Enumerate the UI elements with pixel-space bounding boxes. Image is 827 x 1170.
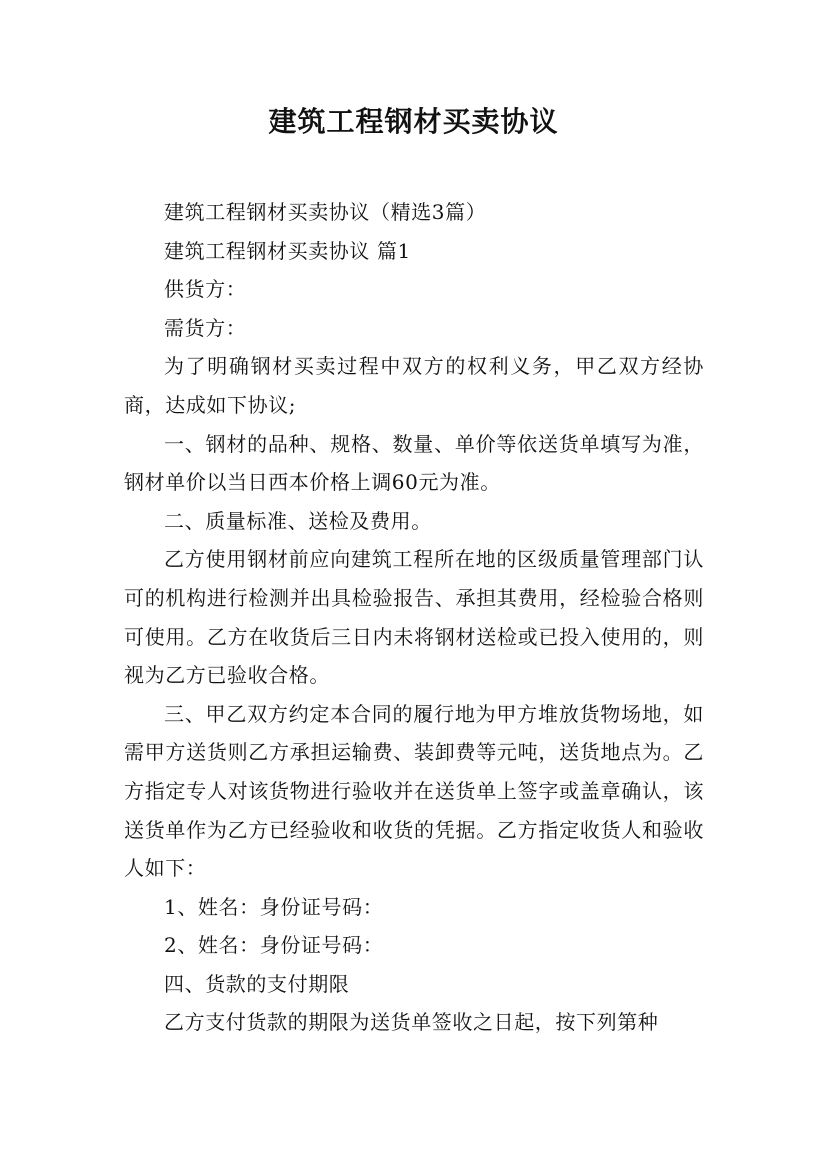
- paragraph-supplier: 供货方：: [164, 277, 247, 302]
- paragraph-clause-1: 一、钢材的品种、规格、数量、单价等依送货单填写为准，钢材单价以当日西本价格上调60元为准。: [124, 431, 704, 495]
- paragraph-clause-3: 三、甲乙双方约定本合同的履行地为甲方堆放货物场地，如需甲方送货则乙方承担运输费、装卸费等元吨，送货地点为。乙方指定专人对该货物进行验收并在送货单上签字或盖章确认，该送货单作为乙方已经验收和收货的凭据。乙方指定收货人和验收人如下：: [124, 701, 704, 881]
- paragraph-preamble: 为了明确钢材买卖过程中双方的权利义务，甲乙双方经协商，达成如下协议;: [124, 354, 704, 417]
- paragraph-receiver-2: 2、姓名：身份证号码：: [164, 933, 384, 958]
- paragraph-clause-2-body: 乙方使用钢材前应向建筑工程所在地的区级质量管理部门认可的机构进行检测并出具检验报告、承担其费用，经检验合格则可使用。乙方在收货后三日内未将钢材送检或已投入使用的，则视为乙方已验收合格。: [124, 547, 704, 688]
- paragraph-clause-4-body: 乙方支付货款的期限为送货单签收之日起，按下列第种: [164, 1010, 659, 1035]
- paragraph-receiver-1: 1、姓名：身份证号码：: [164, 894, 384, 919]
- paragraph-section-heading: 建筑工程钢材买卖协议 篇1: [164, 238, 411, 263]
- paragraph-subtitle: 建筑工程钢材买卖协议（精选3篇）: [164, 200, 487, 224]
- paragraph-clause-4-heading: 四、货款的支付期限: [164, 971, 350, 996]
- paragraph-clause-2-heading: 二、质量标准、送检及费用。: [164, 508, 432, 533]
- document-body: [124, 193, 704, 1042]
- document-title: 建筑工程钢材买卖协议: [268, 105, 559, 138]
- paragraph-buyer: 需货方：: [164, 315, 247, 340]
